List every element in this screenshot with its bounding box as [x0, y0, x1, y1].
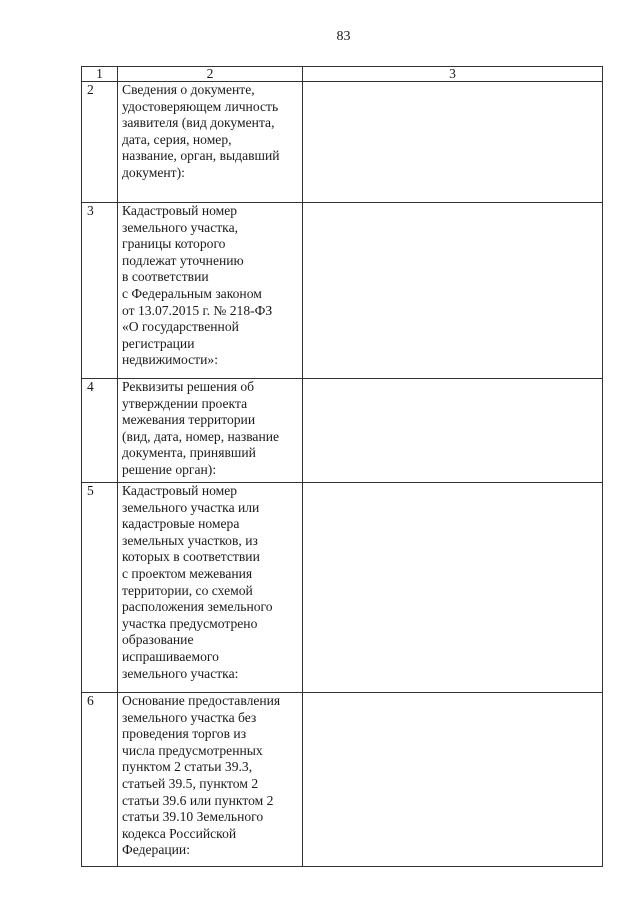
row-label-cadastral-number-clarification: Кадастровый номер земельного участка, границы которого подлежат уточнению в соответствии с Федеральным законом от 13.07.2015 г. № 218-ФЗ «О государственной регистрации недвижимости»:: [118, 203, 303, 379]
column-number-2: 2: [118, 67, 303, 82]
row-label-source-land-plots: Кадастровый номер земельного участка или кадастровые номера земельных участков, из которых в соответствии с проектом межевания территории, со схемой расположения земельного участка предусмотрено образование испрашиваемого земельного участка:: [118, 483, 303, 693]
table-row-2: [82, 82, 603, 203]
row-number: 4: [82, 379, 118, 483]
value-field-survey-project-decision[interactable]: [303, 379, 603, 483]
table-header-row: [82, 67, 603, 82]
value-field-cadastral-number-clarification[interactable]: [303, 203, 603, 379]
row-number: 5: [82, 483, 118, 693]
table-row-6: [82, 693, 603, 867]
column-number-1: 1: [82, 67, 118, 82]
row-label-identity-document: Сведения о документе, удостоверяющем личность заявителя (вид документа, дата, серия, номер, название, орган, выдавший документ):: [118, 82, 303, 203]
table-row-4: [82, 379, 603, 483]
row-label-survey-project-decision: Реквизиты решения об утверждении проекта межевания территории (вид, дата, номер, название документа, принявший решение орган):: [118, 379, 303, 483]
value-field-identity-document[interactable]: [303, 82, 603, 203]
application-form-table: [81, 66, 603, 867]
row-number: 2: [82, 82, 118, 203]
row-label-grounds-without-auction: Основание предоставления земельного участка без проведения торгов из числа предусмотренных пунктом 2 статьи 39.3, статьей 39.5, пунктом 2 статьи 39.6 или пунктом 2 статьи 39.10 Земельного кодекса Российской Федерации:: [118, 693, 303, 867]
column-number-3: 3: [303, 67, 603, 82]
value-field-source-land-plots[interactable]: [303, 483, 603, 693]
value-field-grounds-without-auction[interactable]: [303, 693, 603, 867]
table-row-5: [82, 483, 603, 693]
page-number: 83: [336, 29, 351, 44]
row-number: 3: [82, 203, 118, 379]
table-row-3: [82, 203, 603, 379]
row-number: 6: [82, 693, 118, 867]
